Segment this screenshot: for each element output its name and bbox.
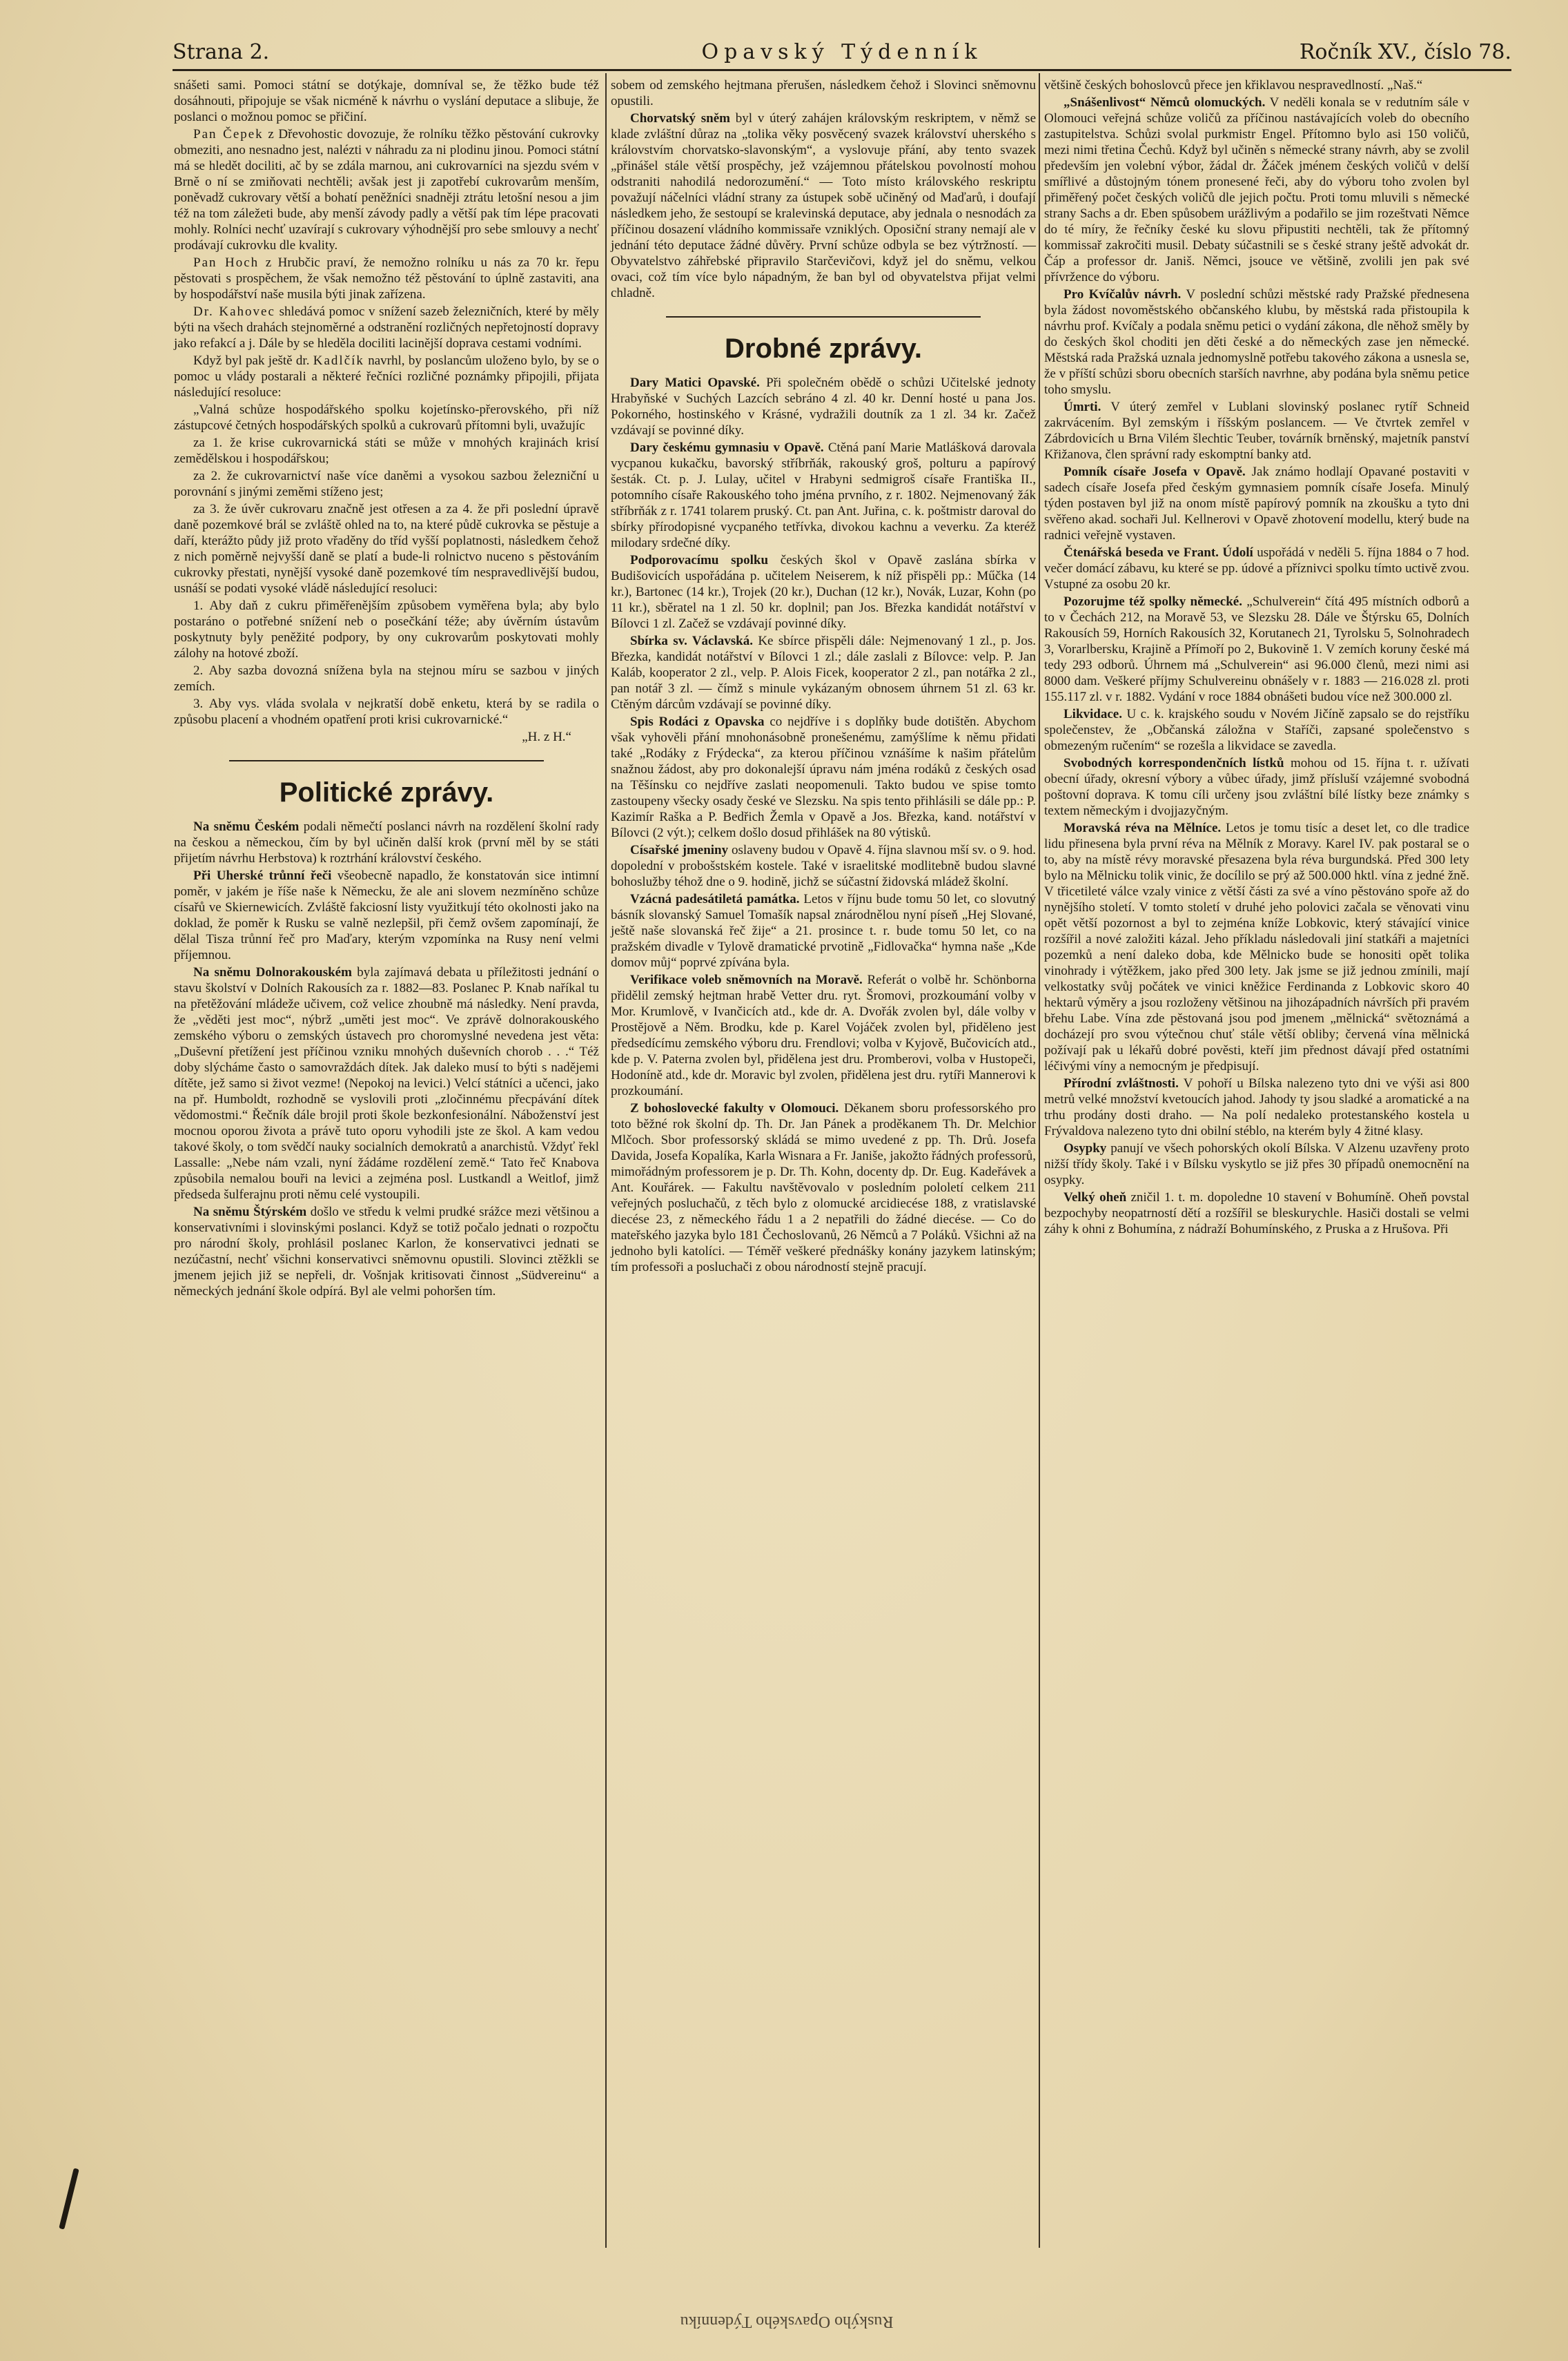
article-text: Dr. Kahovec shledává pomoc v snížení sazeb železničních, které by měly býti na všech drahách stejnoměrné a odstranění rozličných nepřetojností dopravy jako refakcí a j. Dále by se hleděla dociliti lacinější doprava cestami vodními. (174, 304, 600, 351)
column-1 (174, 77, 599, 1301)
article-text: sobem od zemského hejtmana přerušen, následkem čehož i Slovinci sněmovnu opustili. (611, 78, 1036, 108)
resolution-text: „Valná schůze hospodářského spolku kojetínsko-přerovského, při níž zástupcové četných hospodářských spolků a cukrovarů přítomni byli, uvažujíc (174, 402, 599, 433)
page-edge-mark (59, 2168, 79, 2229)
news-item: Sbírka sv. Václavská. Ke sbírce přispěli dále: Nejmenovaný 1 zl., p. Jos. Březka, kandidát notářství v Bílovci 1 zl.; dále zaslali z Bílovce: velp. P. Jan Kaláb, kooperator 2 zl., velp. P. Alois Ficek, kooperator 2 zl., pan notářka 2 zl., pan notář 3 zl. — čímž s minule vykázaným obnosem úhrnem 51 zl. 63 kr. Ctěným dárcům vzdávají se povinné díky. (611, 634, 1037, 712)
resolution-text: za 1. že krise cukrovarnická státi se může v mnohých krajinách krisí zemědělskou i hospodářskou; (174, 436, 599, 466)
resolution-text: 1. Aby daň z cukru přiměřenějším způsobem vyměřena byla; aby bylo postaráno o potřebné snížení neb o posečkání téže; aby úvěrním ústavům poskytnuty byly peněžité podpory, by ony cukrovarům poskytovati mohly zálohy na hotové zboží. (174, 599, 599, 661)
column-divider-2 (1039, 73, 1040, 2248)
resolution-text: za 3. že úvěr cukrovaru značně jest otřesen a za 4. že při poslední úpravě daně pozemkové brál se zvláště ohled na to, na které půdě cukrovka se pěstuje a daří, kterážto půdy již proto vřaděny do tříd vyšší poplatnosti, následkem čehož z nich poměrně nejvyšší daně se platí a bude-li rolnictvo nuceno s pěstováním cukrovky přestati, nynější vysoké daně pozemkové tím nespravedlivější budou, usnáší se podati vysoké vládě následující resoluci: (174, 502, 599, 596)
news-item: Přírodní zvláštnosti. V pohoří u Bílska nalezeno tyto dni ve výši asi 800 metrů velké množství kvetoucích jahod. Jahody ty jsou sladké a aromatické a na trhu prodány dosti draho. — Na polí nedaleko protestanského kostela u Frývaldova nalezeno tyto dni obilní stéblo, na kterém byly 4 žitné klasy. (1044, 1076, 1469, 1138)
news-item: Při Uherské trůnní řeči všeobecně napadlo, že konstatován sice intimní poměr, v jakém je říše naše k Německu, že ale ani slovem nezmíněno schůze císařů ve Skiernewicích. Zvláště fakciosní listy využitkují této okolnosti jako na doklad, že poměr k Rusku se valně nezlepšil, při čemž ovšem zapomínají, že dělal Tisza trůnní řeč pro Maďary, kterým vzpomínka na Rusy není velmi příjemnou. (174, 868, 600, 962)
news-item: Úmrti. V úterý zemřel v Lublani slovinský poslanec rytíř Schneid zakrvácením. Byl zemským i říšským poslancem. — Ve čtvrtek zemřel v Zábrdovicích u Brna Vilém šlechtic Teuber, továrník brněnský, majetník panství Křižanova, člen správní rady eskomptní banky atd. (1044, 400, 1469, 462)
news-item-title: Dary Matici Opavské. (630, 376, 760, 390)
news-item: Dary českému gymnasiu v Opavě. Ctěná paní Marie Matlášková darovala vycpanou kukačku, bavorský stříbrňák, rakouský groš, polturu a papírový šesták. Ct. p. J. Lulay, učitel v Hrabyni sedmigroš císaře Františka II., potomního císaře Rakouského toho jména prvního, z r. 1802. Nejmenovaný žák stříbrňák z r. 1741 tolarem pruský. Ct. pan Ant. Juřina, c. k. poštmistr daroval do sbírky přírodopisné vycpaného tetřívka, divokou kachnu a veverku. Za kteréž milodary srdečné díky. (611, 440, 1037, 550)
news-item-title: Pozorujme též spolky německé. (1064, 594, 1242, 609)
page-number: Strana 2. (173, 40, 270, 64)
news-item: Spis Rodáci z Opavska co nejdříve i s doplňky bude dotištěn. Abychom však vyhověli přání mnohonásobně pronešenému, zamýšlíme k němu přidati také „Rodáky z Frýdecka“, za kterou příčinou vznášíme k našim přátelům snažnou žádost, aby pro dokonalejší úpravu nám jména rodáků z českých osad na Těšínsku co nejdříve zaslati neopomenuli. Takto budou ve spise tomto zastoupeny všecky osady české ve Slezsku. Na spis tento přihlásili se dále pp.: P. Kazimír Raška a P. Bedřich Žemla v Opavě a Jos. Březka, kand. notářství v Bílovci (2 výt.); celkem došlo dosud přihlášek na 80 výtisků. (611, 715, 1037, 840)
speaker-name: Pan Čepek (193, 127, 264, 142)
header-rule (173, 69, 1511, 71)
speaker-name: Kadlčík (313, 353, 364, 368)
news-item-title: Na sněmu Dolnorakouském (193, 965, 352, 980)
article-text: snášeti sami. Pomoci státní se dotýkaje, domníval se, že těžko bude též dosáhnouti, připojuje se však nicméně k návrhu o vyslání deputace a slibuje, že poslanci o možnou pomoc se přičiní. (174, 78, 599, 124)
news-item-title: Podporovacímu spolku (630, 553, 769, 567)
news-item-title: Přírodní zvláštnosti. (1064, 1076, 1179, 1091)
article-text: Pan Čepek z Dřevohostic dovozuje, že rolníku těžko pěstování cukrovky obmeziti, ano nesnadno jest, nalézti v náhradu za ni plodinu jinou. Pomoci státní má se hledět dociliti, ač by se zdála marnou, ani cukrovarníci na sjezdu svém v Brně o ní se zmiňovati nechtěli; avšak jest ji zapotřebí cukrovarům menším, poněvadž cukrovary větší a bohatí peněžníci snadněji ztrátu letošní nesou a jim též na tom záležeti bude, aby menší závody padly a větší pak tím lépe pracovati mohly. Rolníci nechť uzavírají s cukrovary výhodnější pro sebe smlouvy a nechť prodávají cukrovku dle kvality. (174, 127, 600, 253)
news-item: Vzácná padesátiletá památka. Letos v říjnu bude tomu 50 let, co slovutný básník slovanský Samuel Tomašík napsal znárodnělou nyní píseň „Hej Slované, ještě naše slovanská řeč žije“ a 21. prosince t. r. bude tomu 50 let, co na pražském divadle v Tylově dramatické prvotině „Fidlovačka“ hymna naše „Kde domov můj“ poprvé zpívána byla. (611, 892, 1037, 970)
resolution-text: za 2. že cukrovarnictví naše více daněmi a vysokou sazbou železniční u porovnání s jinými zeměmi stíženo jest; (174, 469, 599, 499)
speaker-name: Pan Hoch (193, 255, 259, 270)
news-item-title: Při Uherské trůnní řeči (193, 868, 332, 883)
news-item: Z bohoslovecké fakulty v Olomouci. Děkanem sboru professorského pro toto běžné rok školní dp. Th. Dr. Jan Pánek a proděkanem Th. Dr. Melchior Mlčoch. Sbor professorský skládá se mimo uvedené z pp. Th. Drů. Josefa Davida, Josefa Kopalíka, Karla Wisnara a Fr. Janiše, jakožto řádných professorů, mimořádným professorem je p. Dr. Th. Kohn, docenty dp. Dr. Eug. Kadeřávek a Ant. Kouřárek. — Fakultu navštěvovalo v posledním pololetí celkem 211 veřejných posluchačů, z těch bylo z olomucké arcidiecése 188, z vratislavské diecése 23, z německého řádu 1 a 2 nepatřili do žádné diecése. — Co do mateřského jazyka bylo 181 Čechoslovanů, 26 Němců a 7 Poláků. Všichni až na jednoho byli katolíci. — Téměř veškeré přednášky konány jazykem latinským; tím professoři a posluchači z obou národností stejně pracují. (611, 1101, 1036, 1274)
news-item-title: Dary českému gymnasiu v Opavě. (630, 440, 824, 455)
news-item-title: Osypky (1064, 1141, 1107, 1156)
news-item-title: Spis Rodáci z Opavska (630, 715, 765, 729)
news-item: Na sněmu Štýrském došlo ve středu k velmi prudké srážce mezi většinou a konservativními i slovinskými poslanci. Když se totiž počalo jednati o rozpočtu pro národní školy, prohlásil poslanec Karlon, že konservativci jednati se nezúčastní, nechť všichni konservativci sněmovnu opustili. Slovinci ztěžkli se jmenem jejich již se nepřeli, dr. Vošnjak kritisovati činnost „Südvereinu“ a německých jednání škole odpírá. Byl ale velmi pohoršen tím. (174, 1205, 600, 1299)
author-signature: „H. z H.“ (522, 730, 571, 744)
article-text: většině českých bohoslovců přece jen křiklavou nespravedlností. „Naš.“ (1044, 78, 1423, 93)
news-item-title: Svobodných korrespondenčních lístků (1064, 756, 1284, 770)
resolution-text: 3. Aby vys. vláda svolala v nejkratší době enketu, která by se radila o způsobu placení a vhodném opatření proti krisi cukrovarnické.“ (174, 697, 599, 727)
article-text: Pan Hoch z Hrubčic praví, že nemožno rolníku u nás za 70 kr. řepu pěstovati s prospěchem, že však nemožno též pěstování to úplně zastaviti, ana by hospodářství naše musila býti jinak zařízena. (174, 255, 600, 302)
news-item: Dary Matici Opavské. Při společném obědě o schůzi Učitelské jednoty Hrabyňské v Suchých Lazcích sebráno 4 zl. 40 kr. Denní hosté u pana Jos. Pokorného, hostinského v Krásné, vydražili doutník za 1 zl. 34 kr. Začež vzdávají se povinné díky. (611, 376, 1036, 438)
news-item-title: Na sněmu Štýrském (193, 1205, 307, 1219)
section-rule (666, 316, 981, 318)
news-item: Pozorujme též spolky německé. „Schulverein“ čítá 495 místních odborů a to v Čechách 212, na Moravě 53, ve Slezsku 28. Dále ve Štýrsku 65, Dolních Rakousích 59, Horních Rakousích 32, Korutanech 21, Tyrolsku 5, Solnohradech 3, Vorarlbersku, Krajině a Přímoří po 2, Bukovině 1. V zemích koruny české má tedy 293 odborů. Úhrnem má „Schulverein“ asi 96.000 členů, mezi nimi asi 8000 dam. Veškeré příjmy Schulvereinu obnášely v r. 1883 — 216.028 zl. proti 155.117 zl. v r. 1882. Vydání v roce 1884 obnášeti budou více než 300.000 zl. (1044, 594, 1469, 704)
issue-number: Ročník XV., číslo 78. (1299, 40, 1511, 64)
newspaper-title: Opavský Týdenník (701, 40, 983, 64)
news-item-title: Pomník císaře Josefa v Opavě. (1064, 465, 1246, 479)
news-item-title: Vzácná padesátiletá památka. (630, 892, 800, 906)
news-item-title: Z bohoslovecké fakulty v Olomouci. (630, 1101, 839, 1116)
news-item-title: Verifikace voleb sněmovních na Moravě. (630, 973, 863, 987)
news-item: Pomník císaře Josefa v Opavě. Jak známo hodlají Opavané postaviti v sadech císaře Josefa před českým gymnasiem pomník císaře Josefa. Minulý týden postaven byl již na onom místě papírový pomník na zkoušku a tyto dni svěřeno akad. sochaři Jul. Kellnerovi v Opavě zhotovení modellu, který bude na radnici veřejně vystaven. (1044, 465, 1469, 543)
news-item: Pro Kvíčalův návrh. V poslední schůzi městské rady Pražské přednesena byla žádost novoměstského občanského klubu, by městská rada přistoupila k návrhu prof. Kvíčaly a podala sněmu petici o vydání zákona, dle něhož směly by do českých škol choditi jen děti české a do německých zase jen německé. Městská rada Pražská uznala jednomyslně potřebu takového zákona a usnesla se, že v příští schůzi sboru obecních starších navrhne, aby podána byla sněmu petice toho smyslu. (1044, 287, 1469, 397)
news-item-title: Sbírka sv. Václavská. (630, 634, 753, 648)
news-item: Osypky panují ve všech pohorských okolí Bílska. V Alzenu uzavřeny proto nižší třídy školy. Také i v Bílsku vyskytlo se již přes 30 případů onemocnění na osypky. (1044, 1141, 1470, 1187)
news-item: Chorvatský sněm byl v úterý zahájen královským reskriptem, v němž se klade zvláštní důraz na „tolika věky posvěcený svazek království uherského s královstvím chorvatsko-slavonským“, a vyslovuje přání, aby tento svazek „přinášel stále větší prospěchy, jež vzájemnou přátelskou povolností mohou odstraniti nahodilá nedorozumění.“ — Toto místo královského reskriptu považují náčelníci vládní strany za ústupek sobě učiněný od Maďarů, i doufají následkem jeho, že sestoupí se kralevinská deputace, aby jednala o nesnodách za příčinou dosazení vládního kommissaře vzniklých. Oposiční strany nemají ale v jednání této deputace žádné důvěry. První schůze odbyla se bez výtržností. — Obyvatelstvo záhřebské připravilo Starčevičovi, když jel do sněmu, velkou ovaci, což tím více bylo nápadným, že ban byl od obyvatelstva přijat velmi chladně. (611, 111, 1037, 300)
news-item-title: Císařské jmeniny (630, 843, 729, 857)
news-item: Čtenářská beseda ve Frant. Údolí uspořádá v neděli 5. října 1884 o 7 hod. večer domácí zábavu, ku které se pp. údové a příznivci spolku tímto uctivě zvou. Vstupné za osobu 20 kr. (1044, 545, 1469, 592)
news-item: Na sněmu Českém podali němečtí poslanci návrh na rozdělení školní rady na českou a německou, čím by byl učiněn další krok (první měl by se státi přijetím návrhu Herbstova) k roztrhání království českého. (174, 819, 600, 866)
news-item: Velký oheň zničil 1. t. m. dopoledne 10 stavení v Bohumíně. Oheň povstal bezpochyby neopatrností dětí a rozšířil se bleskurychle. Hasiči dostali se velmi záhy k ohni z Bohumína, z nádraží Bohumínského, z Pruska a z Hrušova. Při (1044, 1190, 1469, 1236)
speaker-name: Dr. Kahovec (193, 304, 275, 319)
news-item: Podporovacímu spolku českých škol v Opavě zaslána sbírka v Budišovicích uspořádána p. učitelem Neiserem, k níž přispěli pp.: Műčka (14 kr.), Bartonec (14 kr.), Trojek (20 kr.), Duchan (12 kr.), Novák, Luzar, Kohn (po 11 kr.), sběratel na 1 zl. 50 kr. doplnil; pan Jos. Březka kandidát notářství v Bílovci 1 zl. Začež se vzdávají povinné díky. (611, 553, 1037, 631)
column-divider-1 (605, 73, 607, 2248)
news-item: Likvidace. U c. k. krajského soudu v Novém Jičíně zapsalo se do rejstříku společenstev, že „Občanská záložna v Staříči, zapsané společenstvo s obmezeným ručením“ se rozešla a likvidace se zavedla. (1044, 707, 1469, 753)
news-item: Císařské jmeniny oslaveny budou v Opavě 4. října slavnou mší sv. o 9. hod. dopolední v probošstském kostele. Také v israelitské modlitebně budou slavné bohoslužby téhož dne o 9. hodině, jichž se súčastní židovská mládež školní. (611, 843, 1037, 889)
news-item: Svobodných korrespondenčních lístků mohou od 15. října t. r. užívati obecní úřady, okresní výbory a vůbec úřady, jimž přísluší vzájemné svobodná poštovní doprava. K tomu cíli určeny jsou zvláštní bílé lístky beze známky s textem německým i dvojjazyčným. (1044, 756, 1470, 818)
section-rule (229, 760, 544, 761)
news-item: Na sněmu Dolnorakouském byla zajímavá debata u příležitosti jednání o stavu školství v Dolních Rakousích za r. 1882—83. Poslanec P. Knab naříkal tu na přetěžování mládeže učivem, což velice zhoubně má následky. Není pravda, že „věděti jest moc“, nýbrž „uměti jest moc“. Ve zprávě dolnorakouského zemského výboru o zemských ústavech pro choromyslné nevedena jest věta: „Duševní přetížení jest příčinou vzniku mnohých duševních chorob . . .“ Též doby slýcháme často o samovraždách dítek. Jak daleko musí to býti s nadějemi dítěte, jež samo si život vezme! (Nepokoj na levici.) Velcí státníci a učenci, jako na př. Humboldt, rozhodně se vyslovili proti „zločinnému přecpávání dítek vědomostmi.“ Řečník dále brojil proti škole bezkonfesionální. Náboženství jest mocnou oporou života a právě tuto oporu vyhodili jste ze škol. A kam vedou takové školy, o tom svědčí nauky socialních demokratů a anarchistů. Vždyť řekl Lassalle: „Nebe nám vzali, nyní žádáme rozdělení země.“ Tato řeč Knabova způsobila nemalou bouři na levici a zejména posl. Lustkandl a Weitlof, jimž předseda šulferajnu proti němu celé vystoupili. (174, 965, 599, 1202)
column-2 (611, 77, 1036, 1276)
news-item-title: Pro Kvíčalův návrh. (1064, 287, 1182, 302)
news-item-title: „Snášenlivost“ Němců olomuckých. (1064, 95, 1266, 110)
section-heading: Drobné zprávy. (725, 333, 922, 364)
news-item: Moravská réva na Mělníce. Letos je tomu tisíc a deset let, co dle tradice lidu přinesena byla první réva na Mělník z Moravy. Karel IV. pak postaral se o to, aby na místě révy moravské přesazena byla réva burgundská. Před 300 lety bylo na Mělnicku tolik vinic, že docílilo se prý až 500.000 hktl. vína z jedné žně. V třicetileté válce vzaly vinice z větší části za své a víno pěstováno spoře až do nynějšího století. V tomto století v druhé jeho polovici začala se věnovati vinu opět větší pozornost a byl to zejména kníže Lobkovic, který stávající vinice rozšířil a nové založiti kázal. Jeho příkladu následovali jiní statkáři a majetníci pozemků a není daleko doba, kde Mělnicko bude se honositi opět tolika vinohrady i výtěžkem, jako před 300 lety. Jak jsme se již jednou zmínili, mají velkostatky svůj počátek ve vinici kněžice Ferdinanda z Lobkovic skoro 40 hektarů výměry a jsou rozloženy většinou na jihozápadních návrších při pravém břehu Labe. Vína zde pěstovaná jsou pod jmenem „mělnická“ světoznámá a docházejí pro svou výtečnou chuť stále větší obliby; červená vína mělnická požívají pak u lékařů dobré pověsti, kteří jim přednost dávají před ostatními léčivými víny a nemocným je předpisují. (1044, 821, 1469, 1073)
news-item-title: Likvidace. (1064, 707, 1122, 721)
news-item-title: Na sněmu Českém (193, 819, 300, 834)
news-item: Verifikace voleb sněmovních na Moravě. Referát o volbě hr. Schönborna přidělil zemský hejtman hrabě Vetter dru. ryt. Šromovi, prozkoumání volby v Mor. Krumlově, v Ivančicích atd., kde dr. A. Dvořák zvolen byl, dále volby v Prostějově a Něm. Brodku, kde p. Karel Vojáček zvolen byl, přiděleno jest předsedícímu zemského výboru dru. Frendlovi; volba v Kyjově, Bučovicích atd., kde p. V. Paterna zvolen byl, přidělena jest dru. Promberovi, volba v Hustopeči, Hodoníně atd., kde dr. Moravic byl zvolen, přidělena jest dru. rytíři Mannerovi k prozkoumání. (611, 973, 1037, 1098)
news-item-title: Chorvatský sněm (630, 111, 731, 126)
resolution-text: 2. Aby sazba dovozná snížena byla na stejnou míru se sazbou v jiných zemích. (174, 663, 599, 694)
article-text: Když byl pak ještě dr. Kadlčík navrhl, by poslancům uloženo bylo, by se o pomoc u vlády postarali a některé řečníci rozličné poznámky připojili, přijata následující resoluce: (174, 353, 600, 400)
page-header (173, 40, 1511, 70)
news-item: „Snášenlivost“ Němců olomuckých. V neděli konala se v redutním sále v Olomouci veřejná schůze voličů za příčinou nastávajících voleb do obecního zastupitelstva. Schůzi svolal purkmistr Engel. Přítomno bylo asi 150 voličů, mezi nimi třetina Čechů. Když byl učiněn s německé strany návrh, aby se zvolil především jen volební výbor, žádal dr. Žáček jménem českých voličů v delší smířlivé a důstojným tónem pronesené řeči, aby do výboru toho zvolen byl přiměřený počet českých voličů dle jejich počtu. Proti tomu mluvili s německé strany Sachs a dr. Eben spůsobem urážlivým a podařilo se jim rozeštvati Němce do té míry, že řečníky české ku slovu připustiti nechtěli, tak že přítomný kommissař zakročiti musil. Debaty súčastnili se s české strany ještě advokát dr. Čáp a professor dr. Janiš. Němci, jsouce ve většině, zvolili jen pak své přívržence do výboru. (1044, 95, 1469, 284)
news-item-title: Moravská réva na Mělníce. (1064, 821, 1222, 835)
news-item-title: Čtenářská beseda ve Frant. Údolí (1064, 545, 1253, 560)
column-3 (1044, 77, 1469, 1238)
mirrored-footer-text: Ruskýho Opavského Týdenníku (680, 2313, 894, 2331)
section-heading: Politické zprávy. (279, 777, 494, 808)
news-item-title: Úmrti. (1064, 400, 1101, 414)
news-item-title: Velký oheň (1064, 1190, 1127, 1205)
